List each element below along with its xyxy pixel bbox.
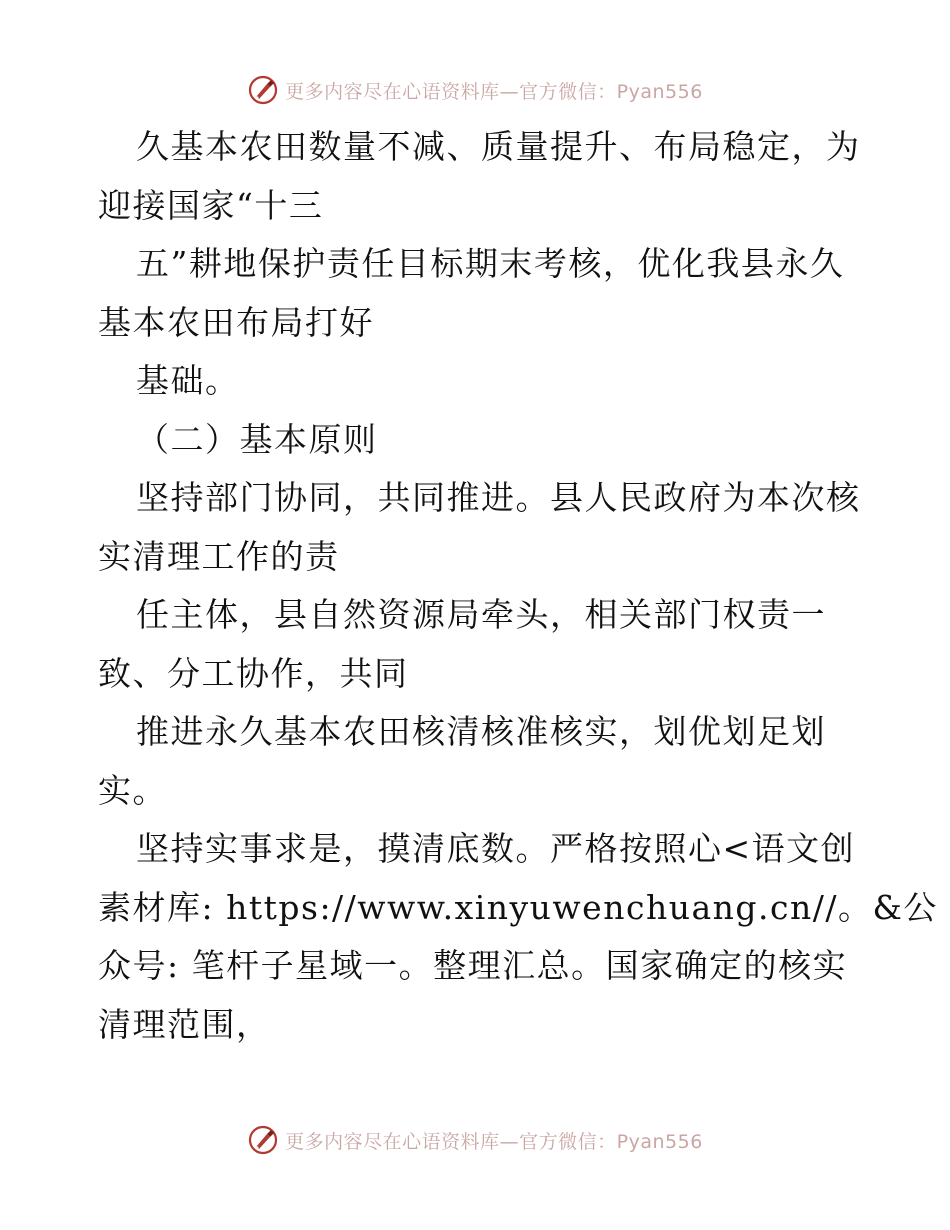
body-line: 迎接国家“十三 [98,185,324,225]
body-line: 五”耕地保护责任目标期末考核，优化我县永久 [136,244,845,283]
body-line: 众号: 笔杆子星域一。整理汇总。国家确定的核实 [98,946,848,985]
pen-circle-logo-icon [247,74,279,106]
section-heading: （二）基本原则 [136,419,378,459]
body-line: 坚持部门协同，共同推进。县人民政府为本次核 [136,478,861,517]
header-banner-text: 更多内容尽在心语资料库—官方微信：Pyan556 [285,80,703,103]
body-line: 推进永久基本农田核清核准核实，划优划足划 [136,712,826,751]
body-line: 基础。 [136,361,240,400]
header-banner [0,70,950,110]
body-line: 清理范围， [98,1004,271,1044]
body-line: 任主体，县自然资源局牵头，相关部门权责一 [136,595,826,634]
body-line: 实清理工作的责 [98,536,340,576]
body-line: 素材库: https://www.xinyuwenchuang.cn//。&公 [98,887,938,927]
body-line: 致、分工协作，共同 [98,653,409,693]
body-line: 实。 [98,770,167,810]
pen-circle-logo-icon [247,1124,279,1156]
footer-banner [0,1120,950,1160]
body-line: 坚持实事求是，摸清底数。严格按照心<语文创 [136,829,856,868]
body-line: 基本农田布局打好 [98,302,374,342]
document-body [98,118,938,1054]
footer-banner-text: 更多内容尽在心语资料库—官方微信：Pyan556 [285,1130,703,1153]
body-line: 久基本农田数量不减、质量提升、布局稳定，为 [136,127,861,166]
